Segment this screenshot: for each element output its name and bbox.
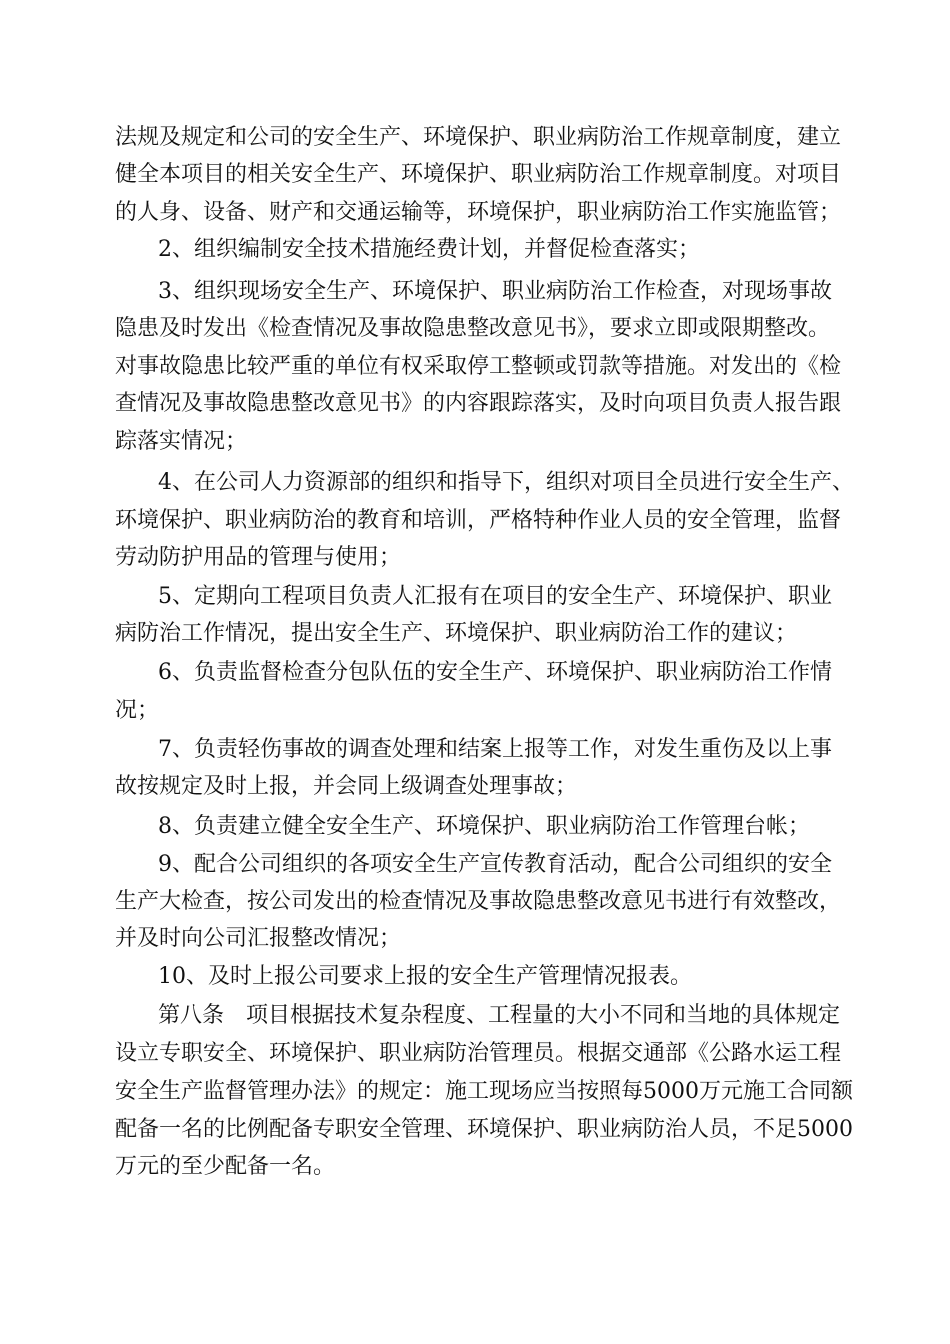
- text-line: 5、定期向工程项目负责人汇报有在项目的安全生产、环境保护、职业: [158, 584, 832, 609]
- text-line: 6、负责监督检查分包队伍的安全生产、环境保护、职业病防治工作情: [158, 660, 832, 685]
- text-line: 踪落实情况；: [115, 429, 248, 454]
- text-line: 生产大检查，按公司发出的检查情况及事故隐患整改意见书进行有效整改，: [115, 889, 842, 914]
- text-line: 第八条 项目根据技术复杂程度、工程量的大小不同和当地的具体规定: [158, 1003, 841, 1028]
- text-line: 设立专职安全、环境保护、职业病防治管理员。根据交通部《公路水运工程: [115, 1041, 842, 1066]
- text-line: 2、组织编制安全技术措施经费计划，并督促检查落实；: [158, 237, 700, 262]
- text-line: 4、在公司人力资源部的组织和指导下，组织对项目全员进行安全生产、: [158, 470, 854, 495]
- text-line: 健全本项目的相关安全生产、环境保护、职业病防治工作规章制度。对项目: [115, 162, 842, 187]
- text-line: 对事故隐患比较严重的单位有权采取停工整顿或罚款等措施。对发出的《检: [115, 354, 842, 379]
- text-line: 查情况及事故隐患整改意见书》的内容跟踪落实，及时向项目负责人报告跟: [115, 391, 842, 416]
- text-line: 9、配合公司组织的各项安全生产宣传教育活动，配合公司组织的安全: [158, 852, 832, 877]
- text-line: 并及时向公司汇报整改情况；: [115, 926, 402, 951]
- text-line: 配备一名的比例配备专职安全管理、环境保护、职业病防治人员，不足5000: [115, 1117, 853, 1142]
- text-line: 劳动防护用品的管理与使用；: [115, 545, 402, 570]
- text-line: 的人身、设备、财产和交通运输等，环境保护，职业病防治工作实施监管；: [115, 200, 842, 225]
- text-line: 法规及规定和公司的安全生产、环境保护、职业病防治工作规章制度，建立: [115, 125, 842, 150]
- text-line: 10、及时上报公司要求上报的安全生产管理情况报表。: [158, 964, 692, 989]
- text-line: 病防治工作情况，提出安全生产、环境保护、职业病防治工作的建议；: [115, 621, 798, 646]
- text-line: 安全生产监督管理办法》的规定：施工现场应当按照每5000万元施工合同额: [115, 1079, 853, 1104]
- text-line: 故按规定及时上报，并会同上级调查处理事故；: [115, 774, 578, 799]
- text-line: 况；: [115, 698, 160, 723]
- text-line: 万元的至少配备一名。: [115, 1154, 336, 1179]
- text-line: 8、负责建立健全安全生产、环境保护、职业病防治工作管理台帐；: [158, 814, 810, 839]
- text-line: 环境保护、职业病防治的教育和培训，严格特种作业人员的安全管理，监督: [115, 508, 842, 533]
- text-line: 隐患及时发出《检查情况及事故隐患整改意见书》，要求立即或限期整改。: [115, 316, 831, 341]
- text-line: 7、负责轻伤事故的调查处理和结案上报等工作，对发生重伤及以上事: [158, 737, 832, 762]
- text-line: 3、组织现场安全生产、环境保护、职业病防治工作检查，对现场事故: [158, 279, 832, 304]
